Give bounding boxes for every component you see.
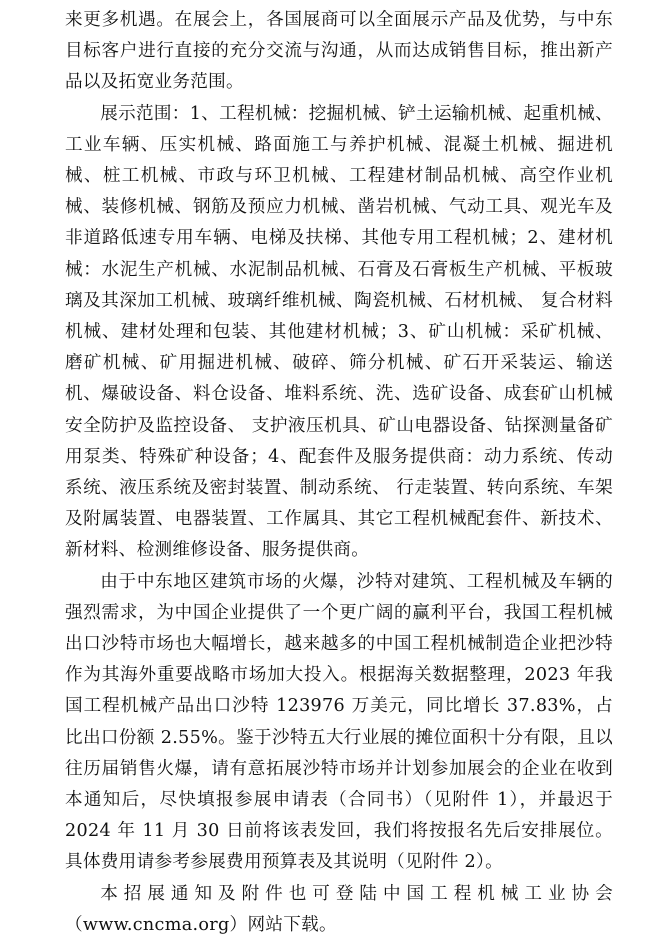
paragraph-intro-continuation: 来更多机遇。在展会上，各国展商可以全面展示产品及优势，与中东目标客户进行直接的充分交流与沟通，从而达成销售目标，推出新产品以及拓宽业务范围。 [65,10,613,93]
paragraph-market-background: 由于中东地区建筑市场的火爆，沙特对建筑、工程机械及车辆的强烈需求，为中国企业提供了一个更广阔的赢利平台，我国工程机械出口沙特市场也大幅增长，越来越多的中国工程机械制造企业把沙特作为其海外重要战略市场加大投入。根据海关数据整理，2023 年我国工程机械产品出口沙特 123976 万美元，同比增长 37.83%，占比出口份额 2.55%。鉴于沙特五大行业展的摊位面积十分有限，且以往历届销售火爆，请有意拓展沙特市场并计划参加展会的企业在收到本通知后，尽快填报参展申请表（合同书）（见附件 1），并最迟于 2024 年 11 月 30 日前将该表发回，我们将按报名先后安排展位。具体费用请参考参展费用预算表及其说明（见附件 2）。 [65,571,613,873]
document-page [65,5,613,941]
paragraph-exhibit-scope: 展示范围：1、工程机械：挖掘机械、铲土运输机械、起重机械、工业车辆、压实机械、路面施工与养护机械、混凝土机械、掘进机械、桩工机械、市政与环卫机械、工程建材制品机械、高空作业机械、装修机械、钢筋及预应力机械、凿岩机械、气动工具、观光车及非道路低速专用车辆、电梯及扶梯、其他专用工程机械；2、建材机械：水泥生产机械、水泥制品机械、石膏及石膏板生产机械、平板玻璃及其深加工机械、玻璃纤维机械、陶瓷机械、石材机械、 复合材料机械、建材处理和包装、其他建材机械；3、矿山机械：采矿机械、磨矿机械、矿用掘进机械、破碎、筛分机械、矿石开采装运、输送机、爆破设备、料仓设备、堆料系统、洗、选矿设备、成套矿山机械安全防护及监控设备、 支护液压机具、矿山电器设备、钻探测量备矿用泵类、特殊矿种设备；4、配套件及服务提供商：动力系统、传动系统、液压系统及密封装置、制动系统、 行走装置、转向系统、车架及附属装置、电器装置、工作属具、其它工程机械配套件、新技术、新材料、检测维修设备、服务提供商。 [65,103,613,561]
paragraph-download-note: 本招展通知及附件也可登陆中国工程机械工业协会（www.cncma.org）网站下载。 [65,883,613,935]
